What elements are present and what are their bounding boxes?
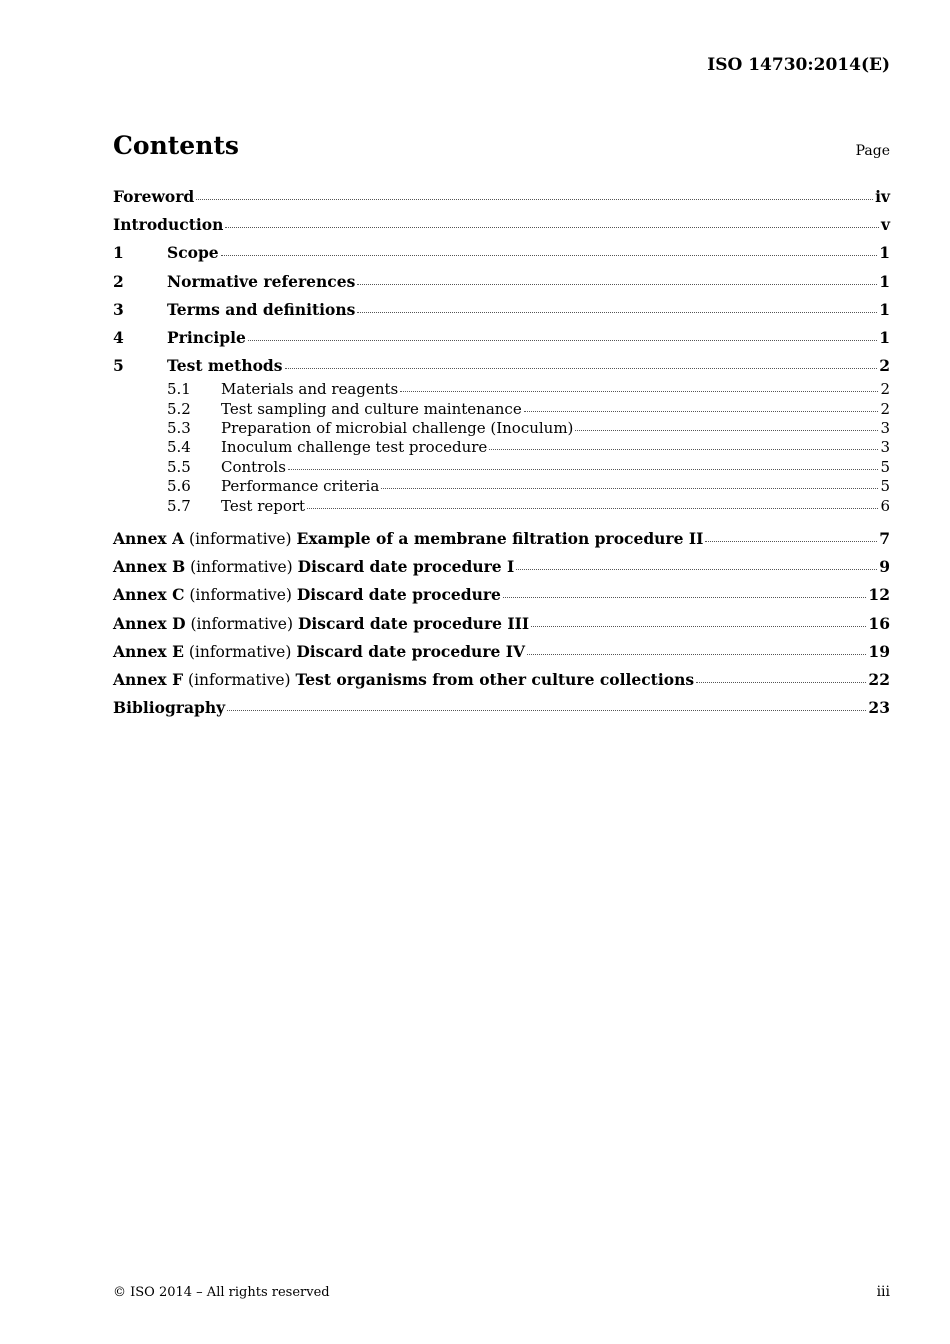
toc-entry-number: 5.5 [167,457,191,476]
dot-leader [503,597,867,598]
toc-entry-title: Controls [221,457,286,476]
dot-leader [381,488,878,489]
toc-entry-page: 19 [868,641,890,661]
toc-entry-page: 9 [879,557,890,577]
toc-entry-number: 5 [113,356,124,376]
dot-leader [575,430,878,431]
annex-type: (informative) [188,670,291,689]
dot-leader [524,411,879,412]
toc-entry-title: Bibliography [113,698,226,718]
toc-entry-terms-and-definitions[interactable] [113,296,890,324]
toc-entry-number: 4 [113,327,124,347]
toc-entry-title [113,581,501,609]
toc-subentry-test-report[interactable] [113,497,890,516]
annex-title: Discard date procedure I [297,557,515,577]
toc-entry-annex-e[interactable] [113,638,890,666]
annex-label: Annex A [113,529,185,549]
toc-entry-number: 1 [113,243,124,263]
toc-entry-foreword[interactable] [113,183,890,211]
dot-leader [489,449,878,450]
annex-label: Annex C [113,585,185,605]
dot-leader [357,312,877,313]
annex-title: Discard date procedure IV [296,641,526,661]
toc-entry-principle[interactable] [113,324,890,352]
annex-title: Test organisms from other culture collections [295,669,695,689]
page-number: iii [876,1284,890,1300]
dot-leader [288,469,879,470]
toc-entry-page: 2 [880,380,890,399]
document-id: ISO 14730:2014(E) [707,55,890,75]
toc-entry-title: Normative references [167,271,356,291]
toc-entry-number: 5.1 [167,380,191,399]
toc-entry-bibliography[interactable] [113,694,890,722]
dot-leader [307,508,878,509]
toc-entry-page: 12 [868,585,890,605]
toc-entry-title: Materials and reagents [221,380,399,399]
toc-subentry-controls[interactable] [113,458,890,477]
annex-type: (informative) [189,586,292,605]
toc-entry-page: iv [875,187,890,206]
dot-leader [527,654,866,655]
toc-entry-page: v [880,215,890,235]
annex-type: (informative) [190,558,293,577]
toc-entry-title: Introduction [113,215,224,235]
toc-entry-page: 1 [879,299,890,319]
dot-leader [696,682,866,683]
toc-entry-title: Foreword [113,187,195,206]
toc-subentry-materials-and-reagents[interactable] [113,380,890,399]
toc-entry-page: 22 [868,669,890,689]
annex-type: (informative) [189,530,292,549]
toc-entry-page: 1 [879,271,890,291]
toc-subentry-performance-criteria[interactable] [113,477,890,496]
toc-subentry-inoculum-challenge[interactable] [113,438,890,457]
dot-leader [248,340,877,341]
toc-entry-annex-b[interactable] [113,553,890,581]
toc-entry-title: Scope [167,243,219,263]
toc-entry-title [113,553,514,581]
annex-type: (informative) [190,614,294,633]
dot-leader [357,284,877,285]
annex-label: Annex F [113,669,184,689]
toc-entry-number: 5.2 [167,399,191,418]
dot-leader [705,541,877,542]
toc-entry-page: 3 [880,419,890,438]
toc-entry-title: Inoculum challenge test procedure [221,438,488,457]
toc-entry-number: 5.6 [167,477,191,496]
toc-entry-introduction[interactable] [113,211,890,239]
dot-leader [400,391,878,392]
toc-entry-page: 5 [880,457,890,476]
toc-entry-page: 6 [880,496,890,515]
toc-entry-number: 3 [113,299,124,319]
toc-entry-scope[interactable] [113,239,890,267]
toc-entry-title: Test sampling and culture maintenance [221,399,522,418]
toc-entry-title: Test report [221,496,306,515]
toc-entry-page: 3 [880,438,890,457]
toc-entry-title: Principle [167,327,246,347]
toc-entry-title [113,610,529,638]
dot-leader [196,199,873,200]
toc-entry-title: Performance criteria [221,477,380,496]
toc-entry-title: Preparation of microbial challenge (Inoculum) [221,419,574,438]
toc-entry-page: 1 [879,243,890,263]
toc-entry-title [113,666,694,694]
toc-subentry-preparation-of-inoculum[interactable] [113,419,890,438]
toc-entry-number: 5.7 [167,496,191,515]
toc-entry-page: 7 [879,529,890,549]
toc-entry-page: 2 [880,399,890,418]
dot-leader [225,227,879,228]
annex-title: Discard date procedure III [297,613,530,633]
dot-leader [516,569,877,570]
dot-leader [285,368,878,369]
toc-entry-annex-d[interactable] [113,610,890,638]
toc-entry-test-methods[interactable] [113,352,890,380]
annex-type: (informative) [188,642,292,661]
copyright-notice: © ISO 2014 – All rights reserved [113,1285,330,1300]
dot-leader [531,626,866,627]
toc-entry-title [113,525,703,553]
dot-leader [221,255,878,256]
annex-label: Annex E [113,641,184,661]
toc-subentry-test-sampling[interactable] [113,400,890,419]
toc-entry-title [113,638,525,666]
toc-entry-page: 2 [879,356,890,376]
toc-entry-annex-a[interactable] [113,525,890,553]
contents-title: Contents [113,131,240,160]
annex-label: Annex B [113,557,186,577]
toc-entry-page: 5 [880,477,890,496]
toc-entry-title: Test methods [167,356,283,376]
toc-entry-page: 23 [868,698,890,718]
annex-label: Annex D [113,613,186,633]
page-footer [113,1284,890,1300]
page-column-label: Page [855,143,890,159]
toc-entry-page: 1 [879,327,890,347]
annex-title: Discard date procedure [296,585,501,605]
toc-entry-annex-f[interactable] [113,666,890,694]
toc-entry-title: Terms and definitions [167,299,356,319]
toc-entry-annex-c[interactable] [113,581,890,609]
table-of-contents [113,183,890,722]
toc-entry-normative-references[interactable] [113,268,890,296]
toc-entry-number: 5.3 [167,419,191,438]
toc-entry-page: 16 [868,613,890,633]
toc-entry-number: 5.4 [167,438,191,457]
dot-leader [227,710,866,711]
toc-entry-number: 2 [113,271,124,291]
annex-title: Example of a membrane filtration procedure II [296,529,704,549]
